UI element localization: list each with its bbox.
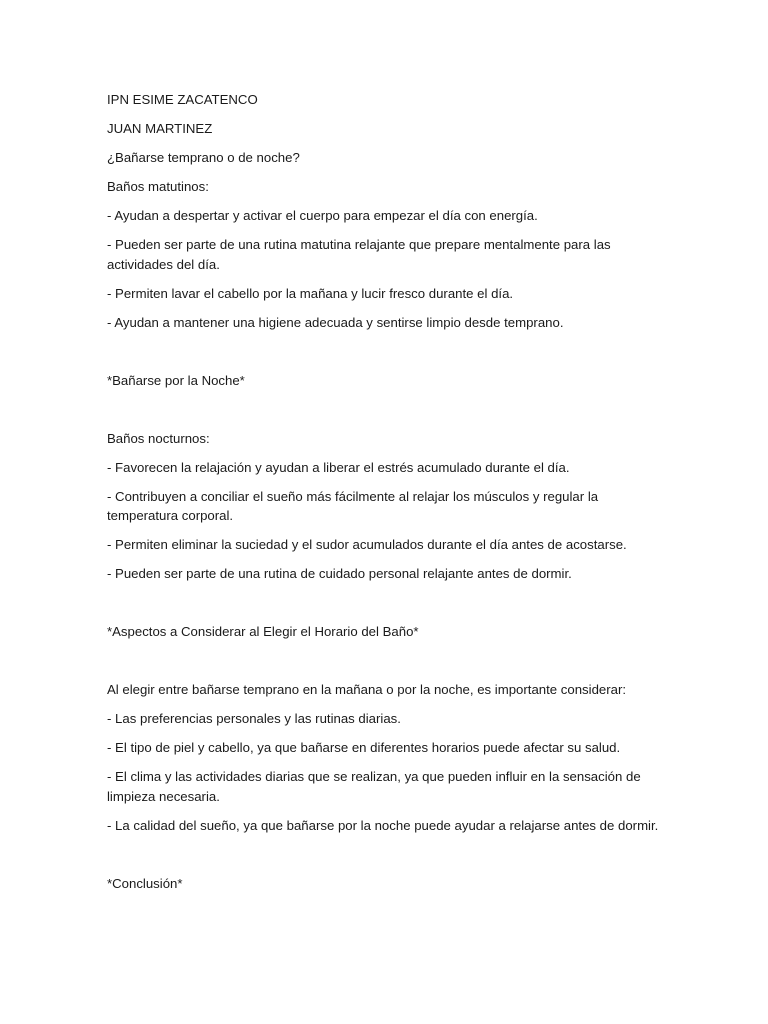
- night-section-title: *Bañarse por la Noche*: [107, 372, 245, 388]
- morning-item: - Ayudan a mantener una higiene adecuada y sentirse limpio desde temprano.: [107, 314, 564, 330]
- aspects-intro: Al elegir entre bañarse temprano en la mañana o por la noche, es importante considerar:: [107, 682, 627, 697]
- institution-line: IPN ESIME ZACATENCO: [107, 92, 258, 107]
- night-item: - Contribuyen a conciliar el sueño más fácilmente al relajar los músculos y regular la temperatura corporal.: [107, 488, 599, 523]
- conclusion-title: *Conclusión*: [107, 875, 183, 891]
- morning-item: - Permiten lavar el cabello por la mañana y lucir fresco durante el día.: [107, 285, 514, 301]
- aspects-item: - La calidad del sueño, ya que bañarse por la noche puede ayudar a relajarse antes de dormir.: [107, 817, 659, 833]
- document-body: [107, 90, 667, 903]
- aspects-item: - El clima y las actividades diarias que se realizan, ya que pueden influir en la sensación de limpieza necesaria.: [107, 769, 641, 804]
- author-line: JUAN MARTINEZ: [107, 121, 213, 136]
- morning-heading: Baños matutinos:: [107, 179, 209, 194]
- morning-item: - Ayudan a despertar y activar el cuerpo para empezar el día con energía.: [107, 208, 538, 223]
- spacer: [107, 400, 667, 429]
- night-item: - Favorecen la relajación y ayudan a liberar el estrés acumulado durante el día.: [107, 459, 570, 475]
- aspects-section-title: *Aspectos a Considerar al Elegir el Horario del Baño*: [107, 624, 419, 639]
- spacer: [107, 342, 667, 371]
- night-item: - Permiten eliminar la suciedad y el sudor acumulados durante el día antes de acostarse.: [107, 537, 627, 552]
- aspects-item: - El tipo de piel y cabello, ya que bañarse en diferentes horarios puede afectar su salud.: [107, 740, 621, 755]
- night-item: - Pueden ser parte de una rutina de cuidado personal relajante antes de dormir.: [107, 566, 572, 581]
- night-heading: Baños nocturnos:: [107, 430, 210, 446]
- question-line: ¿Bañarse temprano o de noche?: [107, 150, 300, 165]
- aspects-item: - Las preferencias personales y las rutinas diarias.: [107, 711, 401, 726]
- morning-item: - Pueden ser parte de una rutina matutina relajante que prepare mentalmente para las actividades del día.: [107, 237, 611, 272]
- spacer: [107, 651, 667, 680]
- spacer: [107, 593, 667, 622]
- spacer: [107, 845, 667, 874]
